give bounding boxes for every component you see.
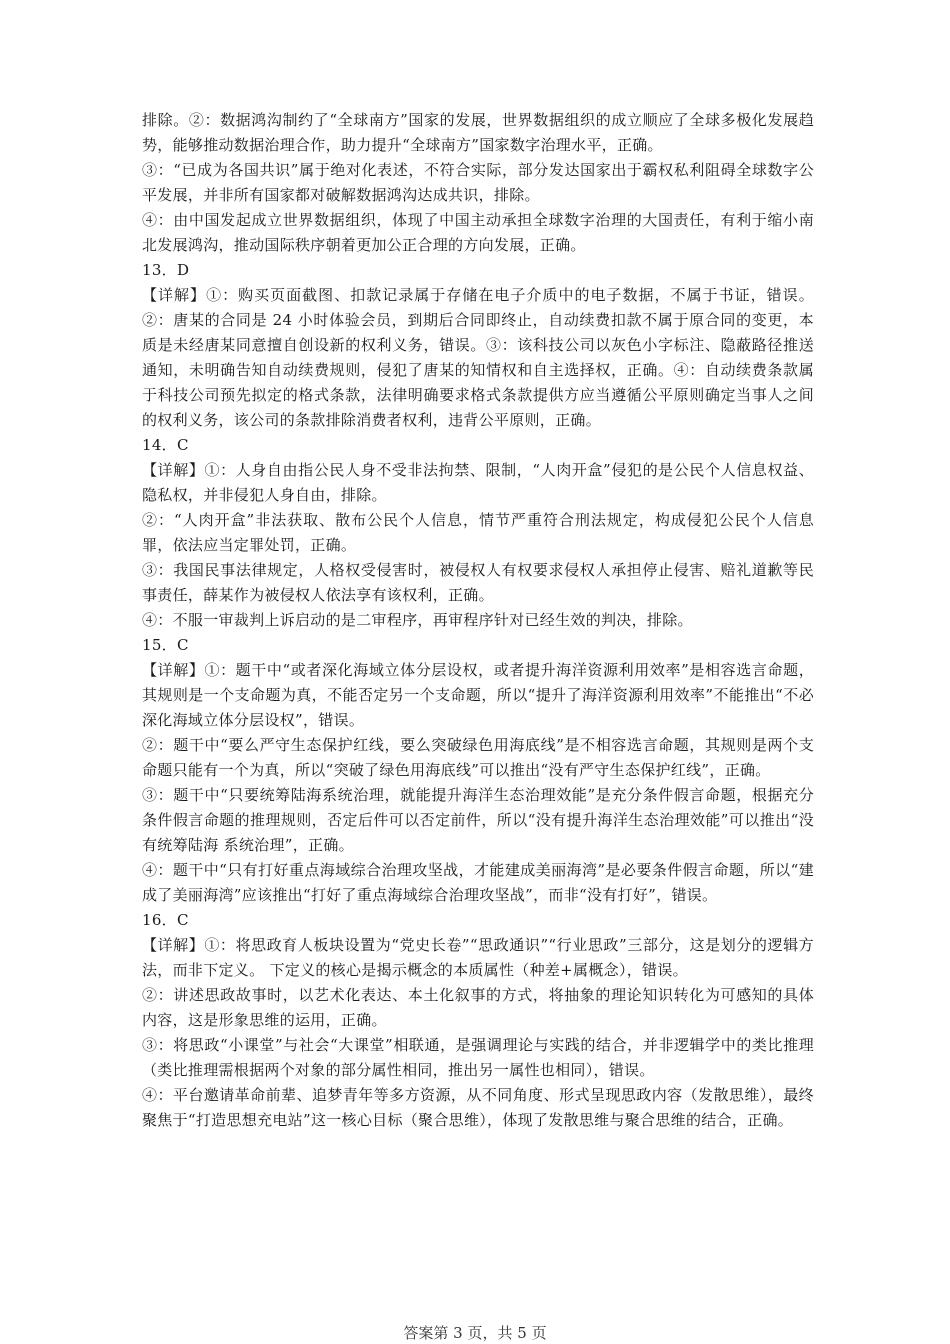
explanation-paragraph: ③：将思政“小课堂”与社会“大课堂”相联通，是强调理论与实践的结合，并非逻辑学中的类比推理（类比推理需根据两个对象的部分属性相同，推出另一属性也相同），错误。 [142,1036,814,1079]
explanation-paragraph: 【详解】①：购买页面截图、扣款记录属于存储在电子介质中的电子数据，不属于书证，错误。②：唐某的合同是 24 小时体验会员，到期后合同即终止，自动续费扣款不属于原合同的变更，本质是未经唐某同意擅自创设新的权利义务，错误。③：该科技公司以灰色小字标注、隐蔽路径推送通知，未明确告知自动续费规则，侵犯了唐某的知情权和自主选择权，正确。④：自动续费条款属于科技公司预先拟定的格式条款，法律明确要求格式条款提供方应当遵循公平原则确定当事人之间的权利义务，该公司的条款排除消费者权利，违背公平原则，正确。 [142,286,814,429]
question-number: 16．C [142,911,189,929]
page-footer: 答案第 3 页，共 5 页 [403,1324,547,1342]
explanation-paragraph: ②：“人肉开盒”非法获取、散布公民个人信息，情节严重符合刑法规定，构成侵犯公民个人信息罪，依法应当定罪处罚，正确。 [142,511,814,554]
explanation-paragraph: ③：“已成为各国共识”属于绝对化表述，不符合实际，部分发达国家出于霸权私利阻碍全球数字公平发展，并非所有国家都对破解数据鸿沟达成共识，排除。 [142,161,814,204]
answer-content [142,108,814,1133]
explanation-paragraph: ③：题干中“只要统筹陆海系统治理，就能提升海洋生态治理效能”是充分条件假言命题，根据充分条件假言命题的推理规则，否定后件可以否定前件，所以“没有提升海洋生态治理效能”可以推出“没有统筹陆海 系统治理”，正确。 [142,786,814,854]
explanation-paragraph: 【详解】①：人身自由指公民人身不受非法拘禁、限制，“人肉开盒”侵犯的是公民个人信息权益、隐私权，并非侵犯人身自由，排除。 [142,461,814,504]
question-number: 14．C [142,436,189,454]
explanation-paragraph: 【详解】①：将思政育人板块设置为“党史长卷”“思政通识”“行业思政”三部分，这是划分的逻辑方法，而非下定义。 下定义的核心是揭示概念的本质属性（种差+属概念），错误。 [142,936,814,979]
explanation-paragraph: ③：我国民事法律规定，人格权受侵害时，被侵权人有权要求侵权人承担停止侵害、赔礼道歉等民事责任，薛某作为被侵权人依法享有该权利，正确。 [142,561,814,604]
explanation-paragraph: 排除。②：数据鸿沟制约了“全球南方”国家的发展，世界数据组织的成立顺应了全球多极化发展趋势，能够推动数据治理合作，助力提升“全球南方”国家数字治理水平，正确。 [142,111,814,154]
explanation-paragraph: ②：讲述思政故事时，以艺术化表达、本土化叙事的方式，将抽象的理论知识转化为可感知的具体内容，这是形象思维的运用，正确。 [142,986,814,1029]
explanation-paragraph: ④：由中国发起成立世界数据组织，体现了中国主动承担全球数字治理的大国责任，有利于缩小南北发展鸿沟，推动国际秩序朝着更加公正合理的方向发展，正确。 [142,211,814,254]
explanation-paragraph: ④：不服一审裁判上诉启动的是二审程序，再审程序针对已经生效的判决，排除。 [142,611,693,629]
question-number: 15．C [142,636,189,654]
question-number: 13．D [142,261,190,279]
explanation-paragraph: 【详解】①：题干中“或者深化海域立体分层设权，或者提升海洋资源利用效率”是相容选言命题，其规则是一个支命题为真，不能否定另一个支命题，所以“提升了海洋资源利用效率”不能推出“不必深化海域立体分层设权”，错误。 [142,661,814,729]
explanation-paragraph: ②：题干中“要么严守生态保护红线，要么突破绿色用海底线”是不相容选言命题，其规则是两个支命题只能有一个为真，所以“突破了绿色用海底线”可以推出“没有严守生态保护红线”，正确。 [142,736,814,779]
explanation-paragraph: ④：平台邀请革命前辈、追梦青年等多方资源，从不同角度、形式呈现思政内容（发散思维），最终聚焦于“打造思想充电站”这一核心目标（聚合思维），体现了发散思维与聚合思维的结合，正确。 [142,1086,814,1129]
explanation-paragraph: ④：题干中“只有打好重点海域综合治理攻坚战，才能建成美丽海湾”是必要条件假言命题，所以“建成了美丽海湾”应该推出“打好了重点海域综合治理攻坚战”，而非“没有打好”，错误。 [142,861,814,904]
